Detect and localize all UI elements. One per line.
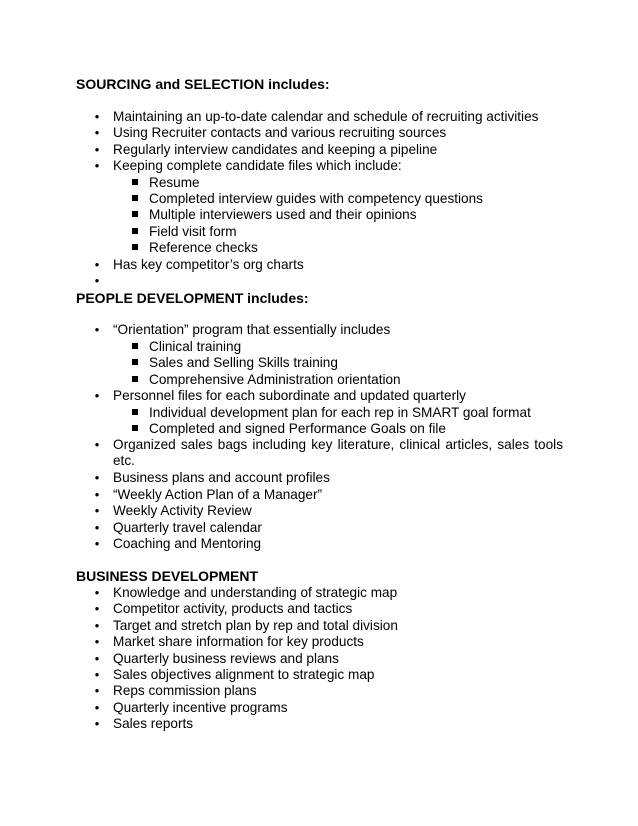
square-bullet-icon	[130, 240, 140, 256]
square-bullet-icon	[130, 191, 140, 207]
square-bullet-icon	[130, 175, 140, 191]
bullet-icon: •	[94, 651, 100, 666]
square-bullet-icon	[130, 405, 140, 421]
bullet-icon: •	[94, 142, 100, 157]
bullet-icon: •	[94, 700, 100, 715]
bullet-icon: •	[94, 158, 100, 173]
bullet-icon: •	[94, 667, 100, 682]
bullet-icon: •	[94, 618, 100, 633]
bullet-icon: •	[94, 520, 100, 535]
bullet-icon: •	[94, 585, 100, 600]
square-bullet-icon	[130, 372, 140, 388]
bullet-icon: •	[94, 470, 100, 485]
section-heading-people-development: PEOPLE DEVELOPMENT includes:	[76, 290, 309, 306]
bullet-icon: •	[94, 683, 100, 698]
bullet-icon: •	[94, 437, 100, 452]
section-heading-sourcing: SOURCING and SELECTION includes:	[76, 76, 330, 92]
square-bullet-icon	[130, 207, 140, 223]
bullet-icon: •	[94, 487, 100, 502]
square-bullet-icon	[130, 224, 140, 240]
square-bullet-icon	[130, 355, 140, 371]
bullet-icon: •	[94, 257, 100, 272]
square-bullet-icon	[130, 339, 140, 355]
bullet-icon: •	[94, 388, 100, 403]
bullet-icon: •	[94, 273, 100, 288]
square-bullet-icon	[130, 421, 140, 437]
bullet-icon: •	[94, 125, 100, 140]
bullet-icon: •	[94, 634, 100, 649]
bullet-icon: •	[94, 716, 100, 731]
bullet-icon: •	[94, 601, 100, 616]
document-page: SOURCING and SELECTION includes: • Maintaining an up-to-date calendar and schedule of recruiting activities • Using Recruiter contacts and various recruiting sources • Regularly interview candidates and keeping a pipeline • Keeping complete candidate files which include: Resume Completed interview guides with competency questions Multiple interviewers used and their opinions Field visit form Reference checks • Has key competitor’s org charts • PEOPLE DEVELOPMENT includes: • “Orientation” program that essentially includes Clinical training Sales and Selling Skills training Comprehensive Administration orientation • Personnel files for each subordinate and updated quarterly Individual development plan for each rep in SMART goal format Completed and signed Performance Goals on file • Organized sales bags including key literature, clinical articles, sales tools etc. • Business plans and account profiles • “Weekly Action Plan of a Manager” • Weekly Activity Review • Quarterly travel calendar • Coaching and Mentoring BUSINESS DEVELOPMENT • Knowledge and understanding of strategic map • Competitor activity, products and tactics • Target and stretch plan by rep and total division • Market share information for key products • Quarterly business reviews and plans • Sales objectives alignment to strategic map • Reps commission plans • Quarterly incentive programs • Sales reports	[76, 76, 563, 731]
bullet-icon: •	[94, 503, 100, 518]
section-heading-business-development: BUSINESS DEVELOPMENT	[76, 568, 259, 584]
bullet-icon: •	[94, 109, 100, 124]
bullet-icon: •	[94, 322, 100, 337]
bullet-icon: •	[94, 536, 100, 551]
